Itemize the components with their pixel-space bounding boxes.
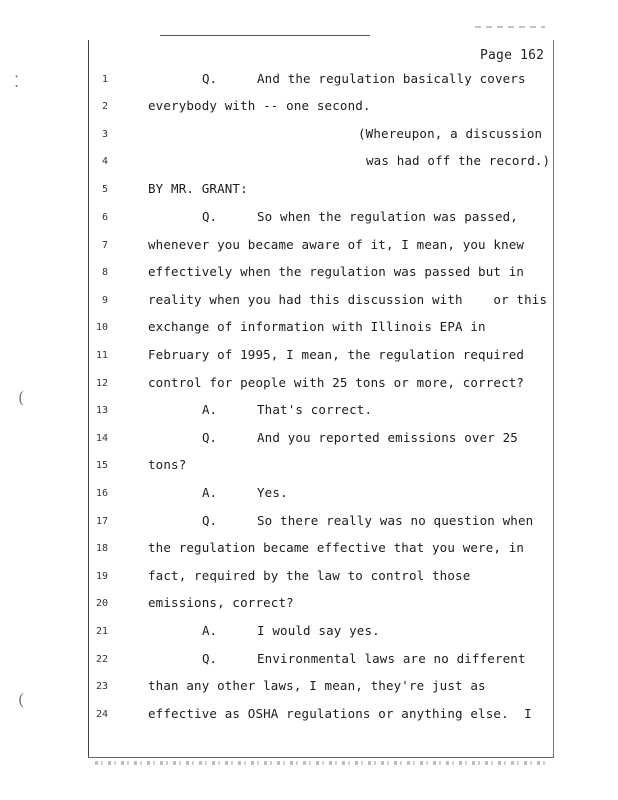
line-number: 16 [95, 488, 108, 499]
transcript-line: exchange of information with Illinois EPA in [148, 319, 486, 334]
line-number: 18 [95, 543, 108, 554]
line-number: 13 [95, 405, 108, 416]
line-number: 7 [101, 240, 108, 251]
transcript-line: That's correct. [257, 402, 373, 417]
transcript-line: February of 1995, I mean, the regulation required [148, 347, 525, 362]
transcript-line: was had off the record.) [366, 153, 551, 168]
transcript-line: emissions, correct? [148, 595, 294, 610]
line-number: 12 [95, 378, 108, 389]
line-number: 22 [95, 654, 108, 665]
transcript-line: And you reported emissions over 25 [257, 430, 518, 445]
line-number: 8 [101, 267, 108, 278]
transcript-line: tons? [148, 457, 187, 472]
line-number: 15 [95, 460, 108, 471]
transcript-line: I would say yes. [257, 623, 380, 638]
line-number: 3 [101, 129, 108, 140]
transcript-line: fact, required by the law to control those [148, 568, 471, 583]
line-number: 5 [101, 184, 108, 195]
transcript-line: reality when you had this discussion with or this [148, 292, 548, 307]
line-number: 20 [95, 598, 108, 609]
transcript-line: effectively when the regulation was passed but in [148, 264, 525, 279]
line-number: 21 [95, 626, 108, 637]
line-number: 19 [95, 571, 108, 582]
left-margin-rule [88, 40, 89, 758]
transcript-line: whenever you became aware of it, I mean, you knew [148, 237, 525, 252]
line-number: 9 [101, 295, 108, 306]
line-number: 1 [101, 74, 108, 85]
scan-speck: ⁚ [14, 72, 20, 91]
transcript-line: effective as OSHA regulations or anything else. I [148, 706, 532, 721]
scan-speck: ( [18, 388, 25, 407]
line-number: 14 [95, 433, 108, 444]
scan-speck: ( [18, 690, 25, 709]
transcript-line: (Whereupon, a discussion [358, 126, 543, 141]
transcript-line: control for people with 25 tons or more, correct? [148, 375, 525, 390]
page-number: Page 162 [480, 48, 545, 63]
transcript-line: BY MR. GRANT: [148, 181, 248, 196]
transcript-line: So there really was no question when [257, 513, 534, 528]
transcript-line: Yes. [257, 485, 288, 500]
speaker-label: Q. [202, 513, 218, 528]
right-margin-rule [553, 40, 554, 758]
line-number: 24 [95, 709, 108, 720]
speaker-label: Q. [202, 209, 218, 224]
transcript-line: And the regulation basically covers [257, 71, 526, 86]
scan-artifact-top [475, 26, 545, 28]
speaker-label: A. [202, 485, 218, 500]
speaker-label: Q. [202, 71, 218, 86]
transcript-line: the regulation became effective that you were, in [148, 540, 525, 555]
transcript-line: everybody with -- one second. [148, 98, 371, 113]
speaker-label: A. [202, 402, 218, 417]
transcript-line: than any other laws, I mean, they're just as [148, 678, 486, 693]
speaker-label: A. [202, 623, 218, 638]
line-number: 23 [95, 681, 108, 692]
line-number: 2 [101, 101, 108, 112]
top-rule [160, 35, 370, 36]
transcript-line: So when the regulation was passed, [257, 209, 518, 224]
line-number: 10 [95, 322, 108, 333]
scan-artifact-bottom [95, 761, 550, 765]
line-number: 17 [95, 516, 108, 527]
transcript-line: Environmental laws are no different [257, 651, 526, 666]
line-number: 4 [101, 156, 108, 167]
line-number: 6 [101, 212, 108, 223]
line-number: 11 [95, 350, 108, 361]
bottom-rule [88, 757, 554, 758]
speaker-label: Q. [202, 651, 218, 666]
speaker-label: Q. [202, 430, 218, 445]
